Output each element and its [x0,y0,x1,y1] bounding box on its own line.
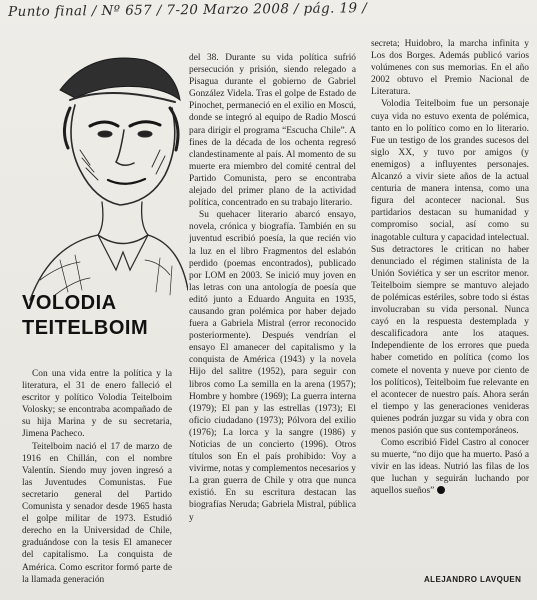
portrait-illustration [20,30,188,305]
paragraph: secreta; Huidobro, la marcha infinita y Los dos Borges. Además publicó varios volúmenes con sus memorias. En el año 2002 obtuvo el Premio Nacional de Literatura. [371,39,529,98]
paragraph-closing [371,437,529,497]
paragraph: Volodia Teitelboim fue un personaje cuya vida no estuvo exenta de polémica, tanto en lo político como en lo literario. Fue un testigo de los grandes sucesos del siglo XX, y tuvo por amigos (y enemigos) a influyentes personajes. Alcanzó a vivir siete años de la actual centuria de manera intensa, como una figura del acontecer nacional. Sus partidarios destacan su humanidad y compromiso social, así como su inagotable cultura y capacidad intelectual. Sus detractores le critican no haber denunciado el régimen stalinista de la Unión Soviética y ser un escritor menor. Teitelboim siempre se mantuvo alejado de polémicas estériles, sobre todo si éstas involucraban su vida personal. Nunca cayó en la respuesta destemplada y descalificadora ante los ataques. Independiente de los errores que pueda haber cometido en política (como los comete el noventa y nueve por ciento de los políticos), Teitelboim fue relevante en el acontecer de nuestro país. Ahora serán el tiempo y las generaciones venideras quienes podrán juzgar su vida y obra con menos pasión que sus contemporáneos. [371,99,529,436]
paragraph: del 38. Durante su vida política sufrió persecución y prisión, siendo relegado a Pisagua durante el gobierno de Gabriel González Videla. Tras el golpe de Estado de Pinochet, permaneció en el exilio en Moscú, donde se integró al equipo de Radio Moscú para dirigir el programa “Escucha Chile”. A fines de la década de los ochenta regresó clandestinamente al país. Al momento de su muerte era miembro del comité central del Partido Comunista, pero se encontraba alejado del primer plano de la actividad política, concentrado en su trabajo literario. [189,53,356,209]
article-column-1 [22,368,172,598]
article-column-3 [371,38,529,556]
author-byline: ALEJANDRO LAVQUEN [424,575,522,584]
end-of-article-mark [437,486,445,494]
paragraph: Su quehacer literario abarcó ensayo, novela, crónica y biografía. También en su juventud escribió poesía, la que recién vio la luz en el libro Fragmentos del eslabón perdido (poemas encontrados), publicado por LOM en 2003. Se inició muy joven en las letras con una antología de poesía que editó junto a Eduardo Anguita en 1935, causando gran polémica por haber dejado fuera a Gabriela Mistral (error reconocido posteriormente). Después vendrían el ensayo El amanecer del capitalismo y la conquista de América (1943) y la novela Hijo del salitre (1952), para seguir con libros como La semilla en la arena (1957); Hombre y hombre (1969); La guerra interna (1979); El pan y las estrellas (1973); El oficio ciudadano (1973); Pólvora del exilio (1976); La lorca y la sangre (1986) y Noticias de un concierto (1996). Otros títulos son En el país prohibido: Voy a vivirme, notas y complementos necesarios y La gran guerra de Chile y otra que nunca existió. En su escritura destacan las biografías Neruda; Gabriela Mistral, pública y [189,210,356,523]
headline-line-1: VOLODIA [22,292,117,314]
headline-line-2: TEITELBOIM [22,317,149,339]
paragraph: Teitelboim nació el 17 de marzo de 1916 en Chillán, con el nombre Valentín. Siendo muy joven ingresó a las Juventudes Comunistas. Fue secretario general del Partido Comunista y senador desde 1965 hasta el golpe militar de 1973. Estudió derecho en la Universidad de Chile, graduándose con la tesis El amanecer del capitalismo. La conquista de América. Como escritor formó parte de la llamada generación [22,441,172,585]
article-column-2 [189,52,356,592]
article-headline [22,291,172,341]
closing-quote-text: Como escribió Fidel Castro al conocer su muerte, “no dijo que ha muerto. Pasó a vivir en las ideas. Nutrió las filas de los que luchan y seguirán luchando por aquellos sueños” [371,438,529,497]
paragraph: Con una vida entre la política y la literatura, el 31 de enero falleció el escritor y político Volodia Teitelboim Volosky; se encontraba acompañado de su hija Marina y de su secretaria, Jimena Pacheco. [22,369,172,440]
handwritten-source-note: Punto final / Nº 657 / 7-20 Marzo 2008 / pág. 19 / [8,0,368,20]
